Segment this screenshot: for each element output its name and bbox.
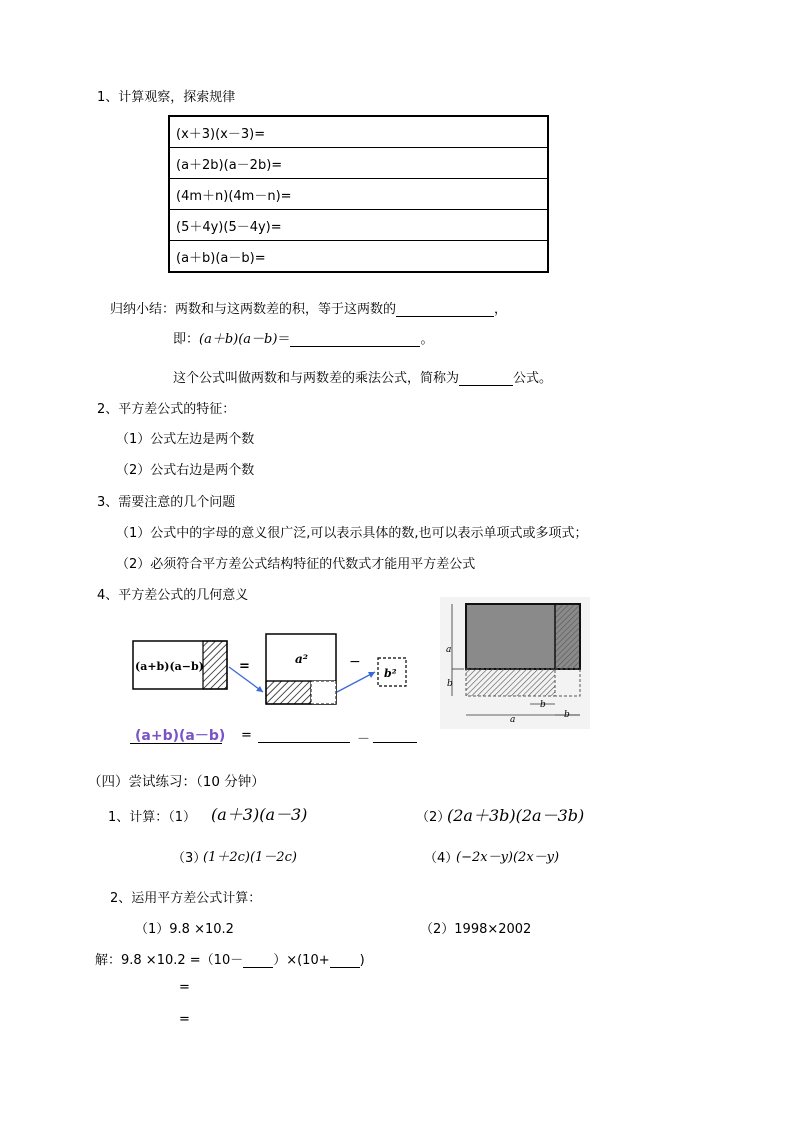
summary-line3: 这个公式叫做两数和与两数差的乘法公式，简称为 公式。	[173, 371, 553, 386]
table-row	[169, 210, 548, 241]
answer-blank[interactable]	[373, 742, 417, 743]
table-cell: (4m＋n)(4m－n)=	[169, 179, 548, 210]
solution-eq2: =	[179, 1012, 190, 1027]
practice-q2-2: （2）1998×2002	[420, 922, 532, 937]
practice-q1-4: (−2x－y)(2x－y)	[456, 850, 560, 865]
practice-heading: （四）尝试练习：（10 分钟）	[88, 774, 265, 790]
table-row	[169, 148, 548, 179]
table-row	[169, 179, 548, 210]
practice-q2-1: （1）9.8 ×10.2	[135, 922, 234, 937]
table-row	[169, 241, 548, 273]
summary-line2: 即：(a＋b)(a－b)＝ 。	[173, 332, 434, 347]
fig-label-a-bottom: a	[510, 715, 516, 725]
table-cell: (a＋b)(a－b)=	[176, 250, 266, 266]
table-cell: (a＋2b)(a－2b)=	[169, 148, 548, 179]
solution-eq1: =	[179, 980, 190, 995]
fig-label-b-bottom1: b	[540, 700, 546, 710]
calc-table	[168, 115, 549, 273]
summary-line1: 归纳小结：两数和与这两数差的积，等于这两数的 ，	[110, 302, 508, 317]
practice-q1-2: (2a＋3b)(2a－3b)	[447, 806, 585, 825]
box1-label: (a+b)(a−b)	[135, 660, 204, 673]
q3-item1: （1）公式中的字母的意义很广泛,可以表示具体的数,也可以表示单项式或多项式；	[116, 526, 588, 541]
practice-q1-1: (a＋3)(a－3)	[211, 805, 308, 824]
table-cell: (x＋3)(x－3)=	[169, 116, 548, 148]
q2-item1: （1）公式左边是两个数	[116, 432, 255, 447]
colored-expression: (a+b)(a－b)	[135, 728, 226, 744]
answer-blank[interactable]	[459, 371, 513, 386]
answer-blank[interactable]	[396, 302, 494, 317]
practice-q1-3: (1＋2c)(1－2c)	[203, 850, 297, 865]
q1-heading: 1、计算观察，探索规律	[97, 90, 236, 105]
geometry-diagram	[125, 625, 415, 715]
answer-blank[interactable]	[243, 953, 273, 968]
solution-line: 解：9.8 ×10.2 =（10－ ）×(10+ )	[95, 953, 365, 968]
practice-q1-label: 1、计算：（1）	[108, 810, 197, 825]
q2-heading: 2、平方差公式的特征：	[97, 402, 236, 417]
hatched-strip	[203, 641, 227, 689]
table-cell: (5＋4y)(5－4y)=	[169, 210, 548, 241]
hatched-piece	[266, 681, 311, 704]
q3-item2: （2）必须符合平方差公式结构特征的代数式才能用平方差公式	[116, 557, 476, 572]
fill-eq: =	[241, 728, 252, 743]
fig-label-a-left: a	[446, 645, 452, 655]
practice-q1-2-label: （2）	[416, 810, 451, 825]
box2-label: a²	[295, 652, 309, 666]
fig-label-b-left: b	[447, 679, 453, 689]
colored-expr-line	[130, 725, 226, 744]
answer-blank[interactable]	[258, 742, 350, 743]
table-row	[169, 116, 548, 148]
practice-q1-3-label: （3）	[172, 851, 207, 866]
area-figure	[440, 597, 590, 729]
equals-sign: =	[239, 659, 250, 674]
q4-heading: 4、平方差公式的几何意义	[97, 588, 249, 603]
practice-q2-label: 2、运用平方差公式计算：	[110, 891, 262, 906]
q3-heading: 3、需要注意的几个问题	[97, 495, 236, 510]
answer-blank[interactable]	[290, 332, 420, 347]
answer-blank[interactable]	[330, 953, 360, 968]
practice-q1-4-label: （4）	[424, 851, 459, 866]
box3-label: b²	[384, 667, 397, 680]
fill-minus: －	[357, 732, 371, 747]
q2-item2: （2）公式右边是两个数	[116, 463, 255, 478]
fig-label-b-bottom2: b	[564, 710, 570, 720]
minus-sign: −	[349, 654, 361, 670]
